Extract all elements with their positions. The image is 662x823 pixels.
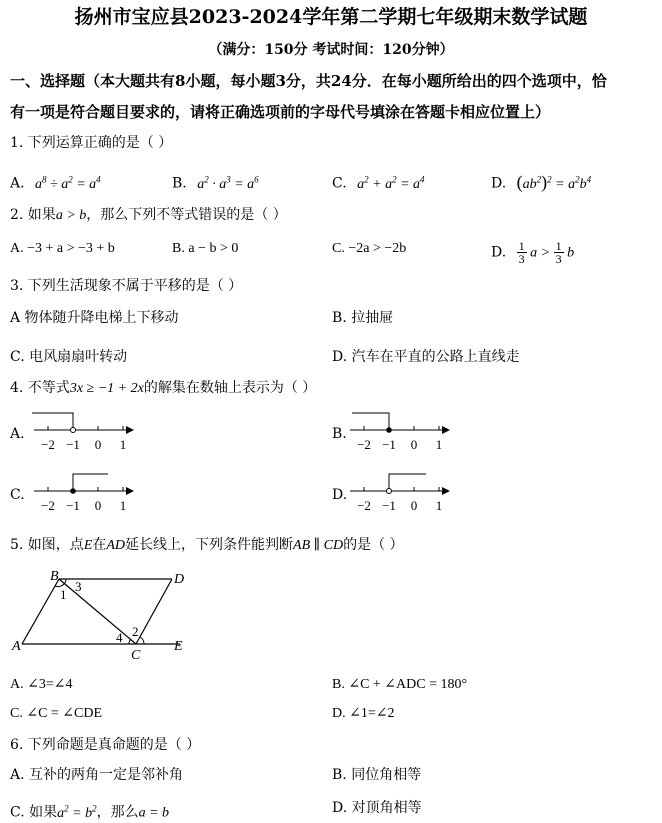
geometry-figure xyxy=(10,566,200,662)
q4-option-c-label: C. xyxy=(10,487,25,503)
q5-option-c: C. ∠C = ∠CDE xyxy=(10,706,103,721)
q4-stem: 4. 不等式3x ≥ −1 + 2x的解集在数轴上表示为（ ） xyxy=(10,380,317,396)
tick-label: −1 xyxy=(66,498,80,513)
q1-stem: 1. 下列运算正确的是（ ） xyxy=(10,135,173,151)
q3-option-d: D. 汽车在平直的公路上直线走 xyxy=(332,349,520,365)
q4-option-a-label: A. xyxy=(10,426,25,442)
number-line-b xyxy=(346,405,456,455)
label-c: C xyxy=(131,648,141,662)
angle-1: 1 xyxy=(60,587,67,602)
q6-option-a: A. 互补的两角一定是邻补角 xyxy=(10,767,184,783)
number-line-a xyxy=(30,405,140,455)
tick-label: −1 xyxy=(382,437,396,452)
q3-option-a: A 物体随升降电梯上下移动 xyxy=(10,310,179,326)
tick-label: −1 xyxy=(66,437,80,452)
tick-label: −2 xyxy=(357,498,371,513)
section-heading-line2: 有一项是符合题目要求的，请将正确选项前的字母代号填涂在答题卡相应位置上） xyxy=(10,103,551,121)
q5-option-b: B. ∠C + ∠ADC = 180° xyxy=(332,677,468,692)
angle-3: 3 xyxy=(75,579,82,594)
q2-option-d: D. 1 3 a > 1 3 b xyxy=(491,239,575,266)
tick-label: 1 xyxy=(435,498,443,513)
tick-label: −2 xyxy=(41,437,55,452)
tick-label: 0 xyxy=(94,437,102,452)
label-a: A xyxy=(12,639,21,654)
q4-option-b-label: B. xyxy=(332,426,347,442)
tick-label: 0 xyxy=(410,437,418,452)
q6-option-b: B. 同位角相等 xyxy=(332,767,422,783)
q2-stem: 2. 如果a > b，那么下列不等式错误的是（ ） xyxy=(10,207,287,223)
q1-option-b: B. $a^2 \cdot a^3 = a^6$ xyxy=(172,174,259,192)
tick-label: −2 xyxy=(41,498,55,513)
q4-option-d-label: D. xyxy=(332,487,348,503)
q1-option-c: C. $a^2 + a^2 = a^4$ xyxy=(332,174,425,192)
tick-label: 0 xyxy=(94,498,102,513)
label-b: B xyxy=(50,569,59,584)
section-heading-line1: 一、选择题（本大题共有8小题，每小题3分，共24分．在每小题所给出的四个选项中，恰 xyxy=(10,72,607,90)
q5-stem: 5. 如图，点E在AD延长线上，下列条件能判断AB ∥ CD的是（ ） xyxy=(10,537,404,553)
q5-option-a: A. ∠3=∠4 xyxy=(10,677,73,692)
q6-option-d: D. 对顶角相等 xyxy=(332,800,422,816)
exam-title: 扬州市宝应县2023-2024学年第二学期七年级期末数学试题 xyxy=(74,6,588,28)
label-d: D xyxy=(174,572,185,587)
q2-option-a: A. −3 + a > −3 + b xyxy=(10,241,115,256)
q6-option-c: C. 如果$a^2 = b^2$，那么a = b xyxy=(10,803,170,821)
exam-subtitle: （满分：150分 考试时间：120分钟） xyxy=(208,42,454,58)
q2-option-b: B. a − b > 0 xyxy=(172,241,239,256)
tick-label: −1 xyxy=(382,498,396,513)
label-e: E xyxy=(174,639,183,654)
q2-option-c: C. −2a > −2b xyxy=(332,241,407,256)
tick-label: −2 xyxy=(357,437,371,452)
tick-label: 1 xyxy=(119,498,127,513)
q5-option-d: D. ∠1=∠2 xyxy=(332,706,395,721)
q1-option-a: A. $a^8 \div a^2 = a^4$ xyxy=(10,174,101,192)
q3-option-b: B. 拉抽屉 xyxy=(332,310,394,326)
tick-label: 1 xyxy=(435,437,443,452)
angle-2: 2 xyxy=(132,624,139,639)
angle-4: 4 xyxy=(116,630,123,645)
number-line-c xyxy=(30,466,140,516)
q6-stem: 6. 下列命题是真命题的是（ ） xyxy=(10,737,201,753)
q3-stem: 3. 下列生活现象不属于平移的是（ ） xyxy=(10,278,243,294)
q1-option-d: D. $(ab^2)^2 = a^2b^4$ xyxy=(491,171,592,192)
number-line-d xyxy=(346,466,456,516)
tick-label: 1 xyxy=(119,437,127,452)
q3-option-c: C. 电风扇扇叶转动 xyxy=(10,349,128,365)
tick-label: 0 xyxy=(410,498,418,513)
